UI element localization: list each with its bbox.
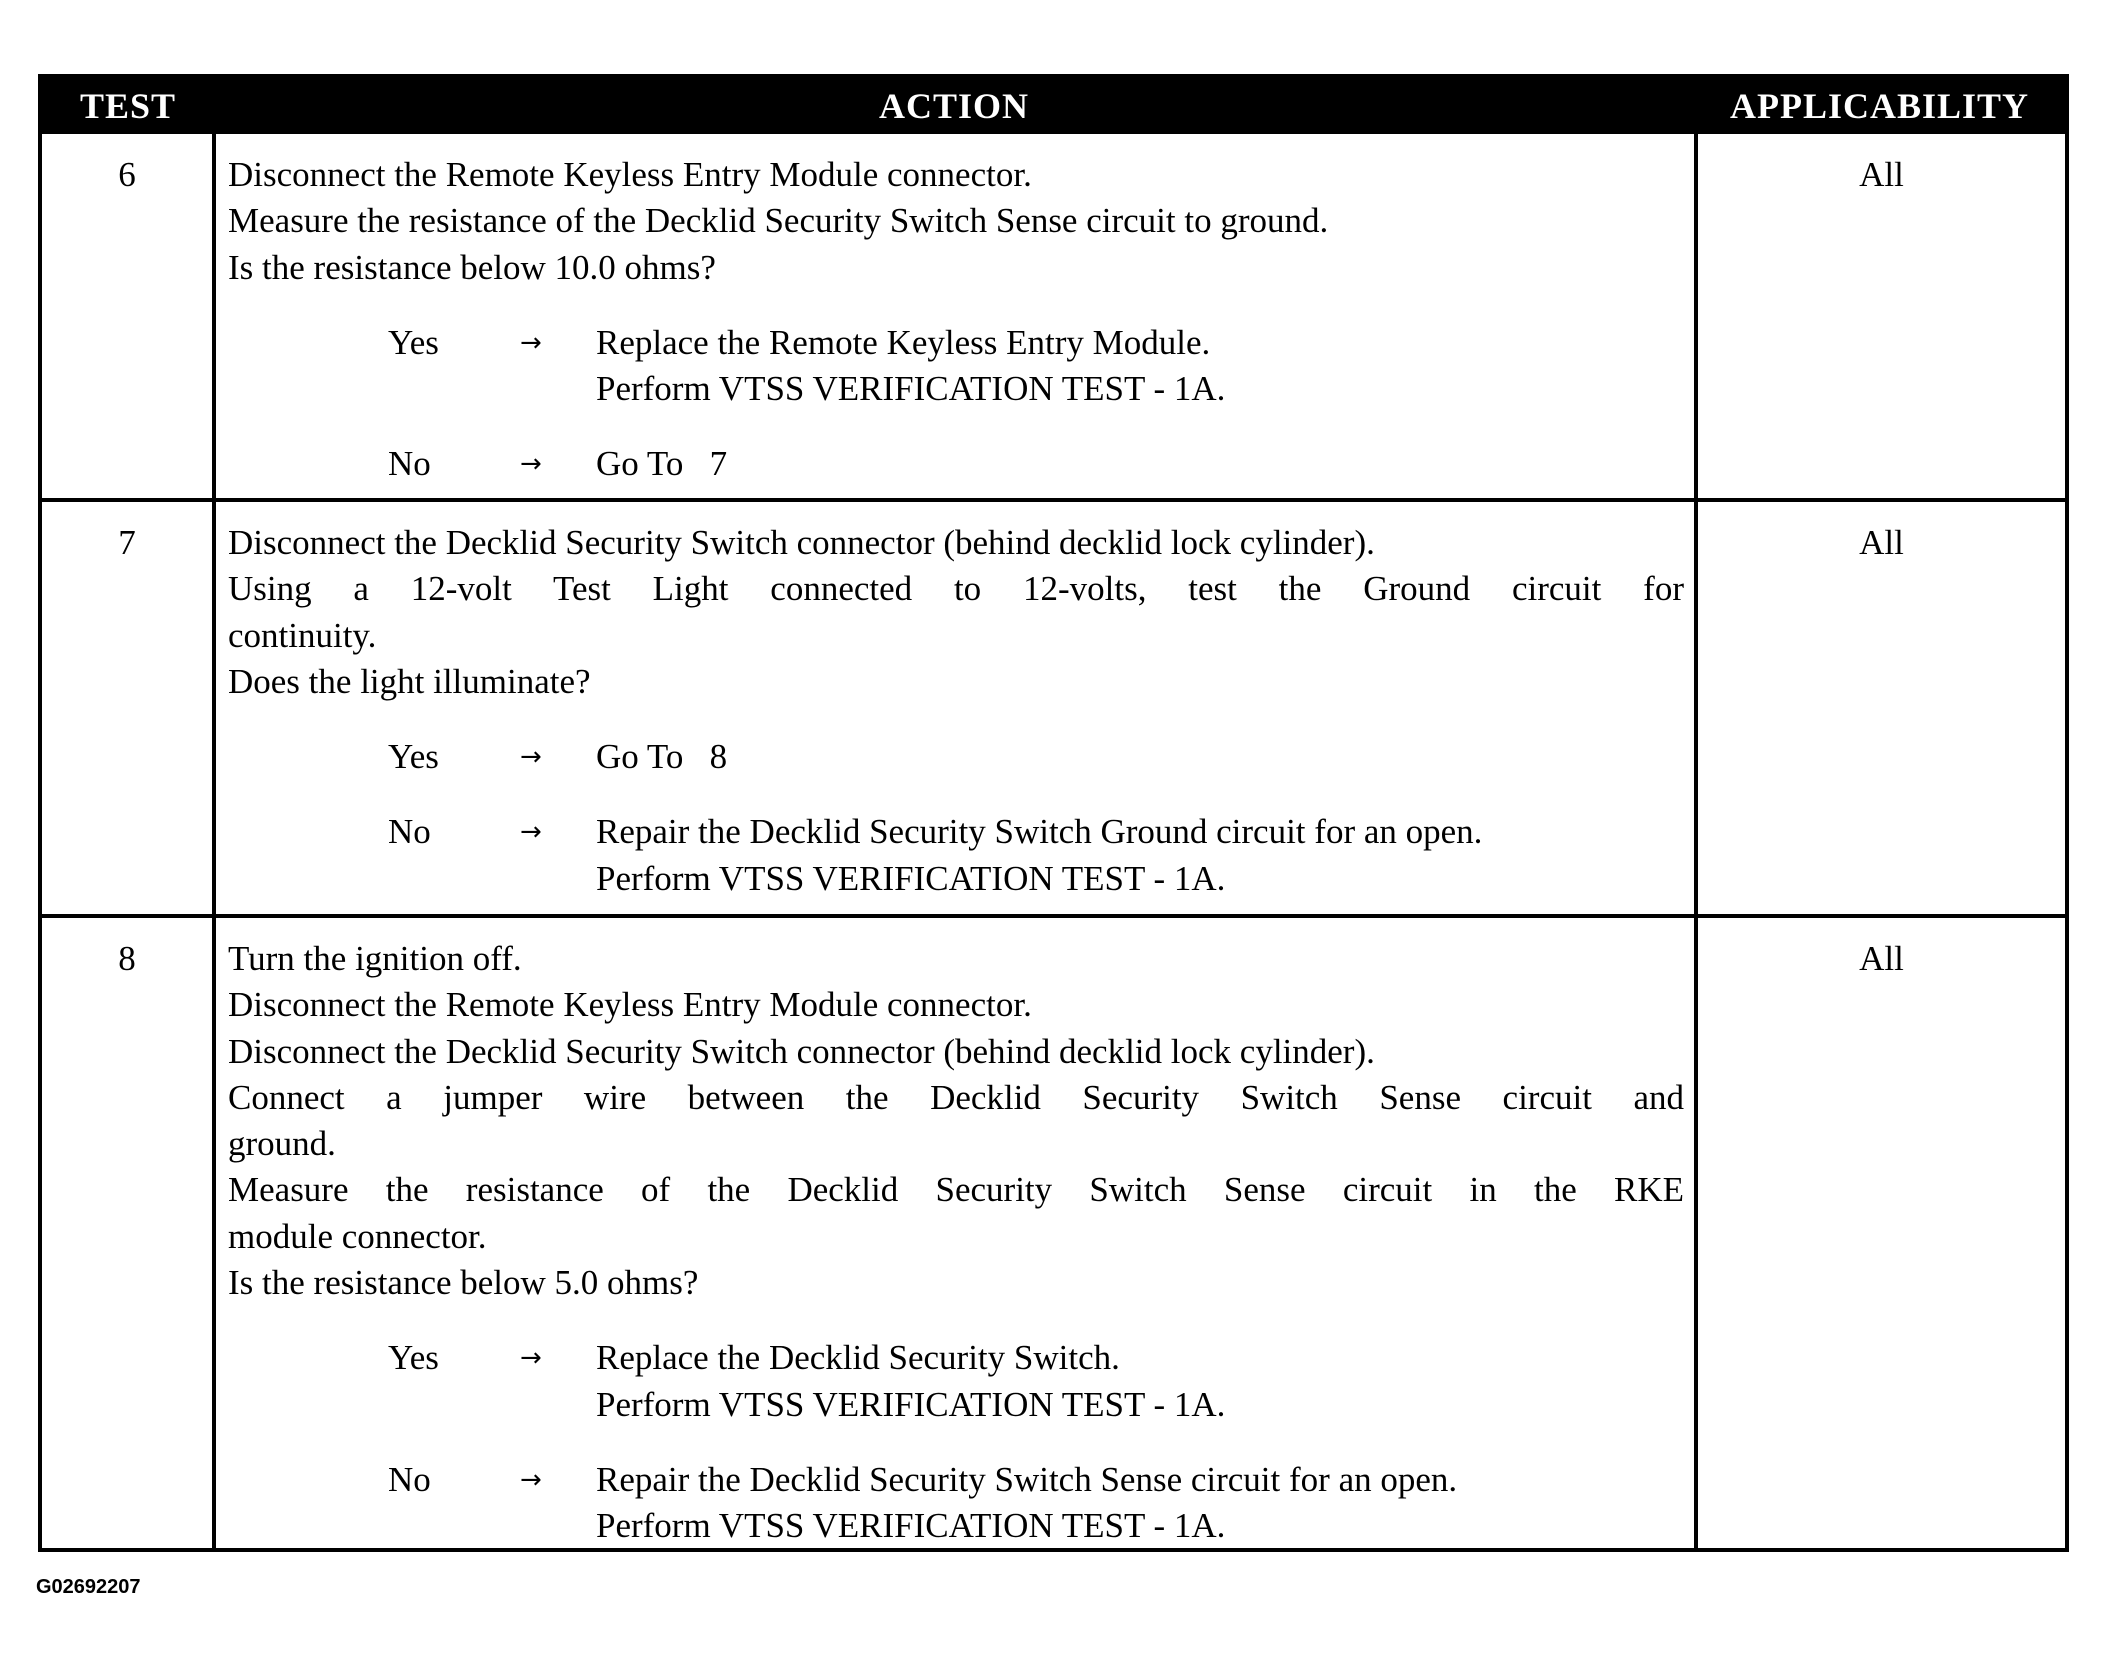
- yes-label: Yes: [388, 1338, 439, 1378]
- action-line: Using a 12-volt Test Light connected to 12-volts, test the Ground circuit for: [228, 569, 1684, 609]
- table-row: [42, 134, 2065, 498]
- outcome-line: Perform VTSS VERIFICATION TEST - 1A.: [596, 369, 1226, 409]
- table-row: [42, 502, 2065, 914]
- action-line: Disconnect the Decklid Security Switch connector (behind decklid lock cylinder).: [228, 1031, 1375, 1071]
- table-header: [42, 78, 2065, 134]
- action-line: Does the light illuminate?: [228, 661, 591, 701]
- yes-outcome: [228, 734, 1684, 780]
- outcome-line: Perform VTSS VERIFICATION TEST - 1A.: [596, 858, 1226, 898]
- action-line: Turn the ignition off.: [228, 939, 522, 978]
- yes-outcome: [228, 1335, 1684, 1428]
- outcome-line: Replace the Decklid Security Switch.: [596, 1338, 1120, 1378]
- action-line: Is the resistance below 5.0 ohms?: [228, 1263, 699, 1303]
- diagnostic-table: [38, 74, 2069, 1552]
- action-line: ground.: [228, 1124, 336, 1164]
- right-arrow-icon: →: [520, 1464, 542, 1495]
- action-line: Disconnect the Remote Keyless Entry Module connector.: [228, 985, 1032, 1025]
- test-number: 8: [118, 939, 136, 978]
- action-line: Connect a jumper wire between the Decklid Security Switch Sense circuit and: [228, 1077, 1684, 1117]
- applicability-value: All: [1859, 939, 1904, 978]
- header-action: ACTION: [878, 86, 1030, 126]
- header-applicability: APPLICABILITY: [1729, 86, 2030, 126]
- right-arrow-icon: →: [520, 327, 542, 358]
- test-number: 6: [118, 155, 136, 194]
- action-line: Disconnect the Decklid Security Switch connector (behind decklid lock cylinder).: [228, 523, 1375, 562]
- right-arrow-icon: →: [520, 817, 542, 848]
- no-outcome: [228, 441, 1684, 487]
- table-row: [42, 918, 2065, 1552]
- test-number: 7: [118, 523, 136, 562]
- no-label: No: [388, 444, 431, 484]
- applicability-value: All: [1859, 523, 1904, 562]
- right-arrow-icon: →: [520, 1343, 542, 1374]
- outcome-line: Replace the Remote Keyless Entry Module.: [596, 322, 1211, 362]
- no-outcome: [228, 809, 1684, 902]
- outcome-line: Go To 7: [596, 444, 728, 484]
- outcome-line: Repair the Decklid Security Switch Sense circuit for an open.: [596, 1459, 1458, 1499]
- applicability-value: All: [1859, 155, 1904, 194]
- action-line: Measure the resistance of the Decklid Security Switch Sense circuit to ground.: [228, 201, 1329, 241]
- outcome-line: Perform VTSS VERIFICATION TEST - 1A.: [596, 1506, 1226, 1546]
- action-line: module connector.: [228, 1216, 487, 1256]
- outcome-line: Perform VTSS VERIFICATION TEST - 1A.: [596, 1384, 1226, 1424]
- yes-label: Yes: [388, 737, 439, 777]
- action-line: continuity.: [228, 615, 377, 655]
- action-cell: [228, 152, 1684, 488]
- action-line: Is the resistance below 10.0 ohms?: [228, 247, 716, 287]
- no-outcome: [228, 1457, 1684, 1550]
- outcome-line: Go To 8: [596, 737, 728, 777]
- no-label: No: [388, 1459, 431, 1499]
- yes-label: Yes: [388, 322, 439, 362]
- action-cell: [228, 520, 1684, 902]
- action-cell: [228, 936, 1684, 1550]
- action-line: Disconnect the Remote Keyless Entry Module connector.: [228, 155, 1032, 194]
- right-arrow-icon: →: [520, 742, 542, 773]
- figure-id: G02692207: [36, 1576, 141, 1598]
- action-line: Measure the resistance of the Decklid Security Switch Sense circuit in the RKE: [228, 1170, 1684, 1210]
- no-label: No: [388, 812, 431, 852]
- outcome-line: Repair the Decklid Security Switch Ground circuit for an open.: [596, 812, 1483, 852]
- right-arrow-icon: →: [520, 449, 542, 480]
- header-test: TEST: [79, 86, 177, 126]
- yes-outcome: [228, 320, 1684, 413]
